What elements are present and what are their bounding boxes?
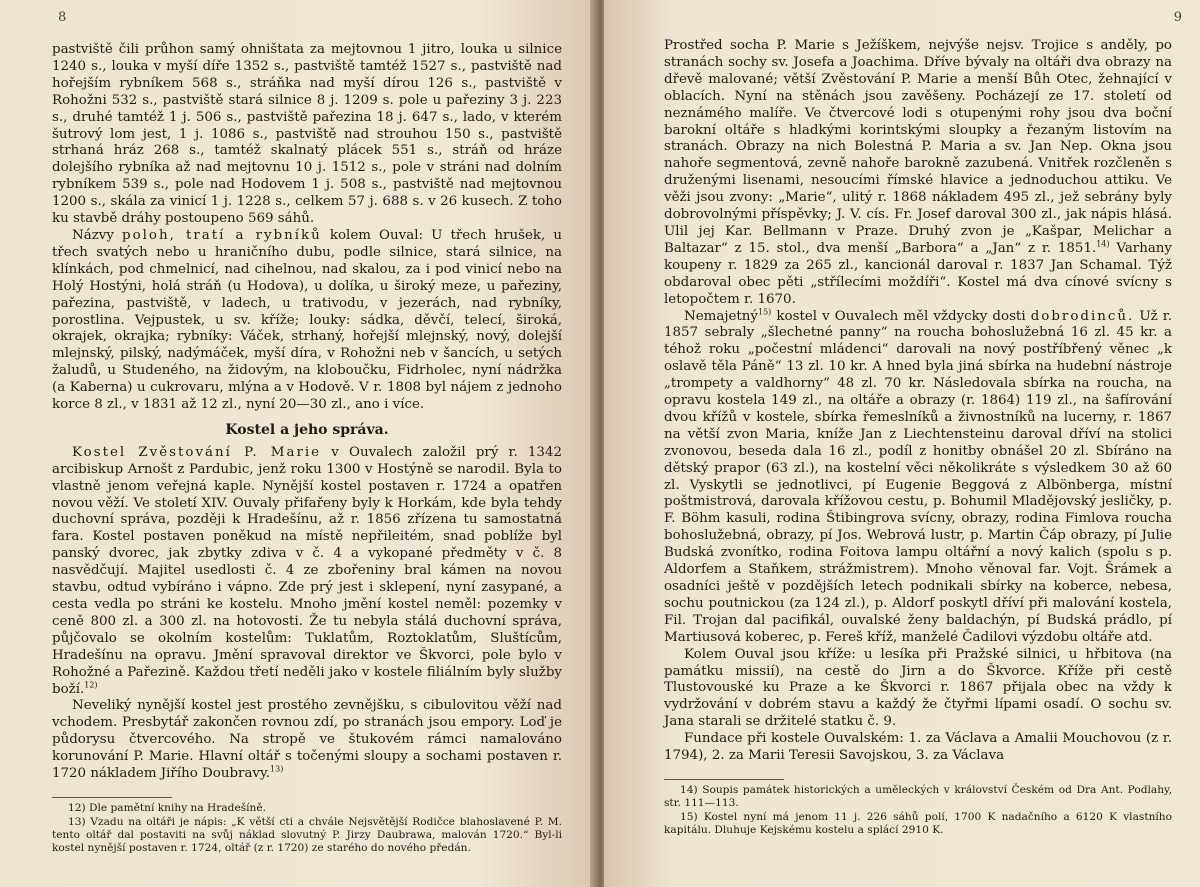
right-page [604, 0, 1200, 887]
footnote-ref: 12) [84, 680, 98, 690]
footnote: 13) Vzadu na oltáři je nápis: „K větší cti a chvále Nejsvětější Rodičce blahoslavené P. M. tento oltář dal postaviti na svůj náklad slovutný P. Jirzy Daubrawa, malován 1720.“ Byl-li kostel nynější postaven r. 1724, oltář (z r. 1720) ze starého do nového předán. [52, 815, 562, 854]
footnote-ref: 14) [1096, 239, 1110, 249]
footnote: 14) Soupis památek historických a uměleckých v království Českém od Dra Ant. Podlahy, str. 111—113. [664, 783, 1172, 809]
paragraph: Názvy poloh, tratí a rybníků kolem Ouval: U třech hrušek, u třech svatých nebo u hraničního dubu, podle silnice, stará silnice, na klínkách, pod chmelnicí, nad cihelnou, nad skalou, za i pod vinicí nebo na Holý Hostýni, holá stráň (u Hodova), u dolíka, u široký meze, u pařeziny, pařezina, pastviště, v ladech, u trativodu, v jezerách, nad rybníky, porostlina. Vejpustek, u sv. kříže; louky: sádka, děvčí, telecí, široká, okrajek, okrajka; rybníky: Váček, strhaný, hořejší mlejnský, nový, dolejší mlejnský, pilský, nadýmáček, myší díra, v Rohožni neb v šancích, u setých žaludů, u Studeného, na židovým, na kloboučku, Fidrholec, nyní nádržka (a Kaberna) u cukrovaru, mlýna a v Hodově. V r. 1808 byl nájem z jednoho korce 8 zl., v 1831 až 12 zl., nyní 20—30 zl., ano i více. [52, 227, 562, 413]
right-body-text [664, 38, 1172, 765]
footnote: 12) Dle pamětní knihy na Hradešíně. [68, 801, 267, 814]
paragraph: Fundace při kostele Ouvalském: 1. za Václava a Amalii Mouchovou (z r. 1794), 2. za Marii Teresii Savojskou, 3. za Václava [664, 731, 1172, 764]
section-heading: Kostel a jeho správa. [225, 421, 389, 438]
footnote-divider [664, 779, 784, 780]
paragraph: Nemajetný$^{15)}$ kostel v Ouvalech měl vždycky dosti dobrodinců. Už r. 1857 sebraly „šlechetné panny“ na roucha bohoslužebná 16 zl. 45 kr. a téhož roku „počestní mládenci“ darovali na nový postříbřený věnec „k oslavě těla Páně“ 13 zl. 10 kr. A hned byla jiná sbírka na hudební nástroje „trompety a valdhorny“ 48 zl. 70 kr. Následovala sbírka na roucha, na opravu kostela 149 zl., na oltáře a obrazy (r. 1864) 119 zl., na šafírování dvou křížů v kostele, sbírka řemeslníků a živnostníků na lucerny, r. 1867 na větší zvon Maria, kníže Jan z Liechtensteinu daroval dříví na stolici zvonovou, beseda dala 16 zl., podíl z honitby obnášel 20 zl. Sbíráno na dětský prapor (63 zl.), na kostelní věci několikráte s výsledkem 30 až 60 zl. Vyskytli se jednotlivci, pí Eugenie Beggová z Albönberga, místní poštmistrová, darovala křížovou cestu, p. Bohumil Mladějovský jesličky, p. F. Böhm kasuli, rodina Štibingrova svícny, obrazy, rodina Fimlova roucha bohoslužebná, obrazy, pí Jos. Webrová lustr, p. Martin Čáp obrazy, pí Julie Budská zvonítko, rodina Foitova lampu oltářní a nový kalich (spolu s p. Aldorfem a Staňkem, strážmistrem). Mnoho věnoval far. Vojt. Šrámek a osadníci ještě v pozdějších letech podnikali sbírky na koberce, nebesa, sochu poutnickou (za 124 zl.), p. Aldorf poskytl dříví při malování kostela, Fil. Trojan dal pacifikál, ouvalské ženy baldachýn, pí Budská prádlo, pí Martiusová koberec, p. Fereš kříž, manželé Čadilovi výzdobu oltáře atd. [664, 307, 1172, 645]
left-footnotes [52, 802, 562, 855]
footnote-ref: 13) [270, 764, 284, 774]
footnote: 15) Kostel nyní má jenom 11 j. 226 sáhů polí, 1700 K nadačního a 6120 K vlastního kapitálu. Dluhuje Kejskému kostelu a splácí 2910 K. [664, 810, 1172, 836]
paragraph: Neveliký nynější kostel jest prostého zevnějšku, s cibulovitou věží nad vchodem. Presbytář zakončen rovnou zdí, po stranách jsou empory. Loď je půdorysu čtvercového. Na stropě ve štukovém rámci namalováno korunování P. Marie. Hlavní oltář s točenými sloupy a sochami postaven r. 1720 nákladem Jiřího Doubravy.$^{13)}$ [52, 698, 562, 782]
paragraph: Kolem Ouval jsou kříže: u lesíka při Pražské silnici, u hřbitova (na památku missií), na cestě do Jirn a do Škvorce. Kříže při cestě Tlustovouské ku Praze a ke Škvorci r. 1867 přijala obec na vždy k vydržování v dobrém stavu a každý že čtyřmi lípami osadí. O sochu sv. Jana starali se držitelé statku č. 9. [664, 646, 1172, 730]
paragraph: pastviště čili průhon samý ohništata za mejtovnou 1 jitro, louka u silnice 1240 s., louka v myší díře 1352 s., pastviště tamtéž 1527 s., pastviště nad hořejším rybníkem 568 s., stráňka nad myší dírou 126 s., pastviště v Rohožni 532 s., pastviště stará silnice 8 j. 1209 s. pole u pařeziny 3 j. 223 s., druhé tamtéž 1 j. 506 s., pastviště pařezina 18 j. 647 s., lado, v kterém šutrový lom jest, 1 j. 1086 s., pastviště nad strouhou 150 s., pastviště strhaná hráz 268 s., tamtéž skalnatý plácek 551 s., stráň od hráze dolejšího rybníka až nad mejtovnu 10 j. 1512 s., pole v stráni nad dolním rybníkem 539 s., pole nad Hodovem 1 j. 508 s., pastviště nad mejtovnou 1200 s., skála za vinicí 1 j. 1228 s., celkem 57 j. 688 s. v 26 kusech. Z toho ku stavbě dráhy postoupeno 569 sáhů. [52, 42, 562, 227]
footnote-divider [52, 797, 172, 798]
left-body-text [52, 42, 562, 783]
page-number: 8 [58, 10, 67, 25]
right-footnotes [664, 784, 1172, 837]
page-number: 9 [1173, 10, 1182, 25]
paragraph: Prostřed socha P. Marie s Ježíškem, nejvýše nejsv. Trojice s anděly, po stranách sochy sv. Josefa a Joachima. Dříve bývaly na oltáři dva obrazy na dřevě malované; větší Zvěstování P. Marie a menší Bůh Otec, žehnající v oblacích. Nyní na stěnách jsou zavěšeny. Pocházejí ze 17. století od neznámého malíře. Ve čtvercové lodi s otupenými rohy jsou dva boční barokní oltáře s hladkými korintskými sloupky a řezaným listovím na stranách. Obrazy na nich Bolestná P. Maria a sv. Jan Nep. Okna jsou nahoře segmentová, zevně nahoře barokně zazubená. Vnitřek rozčleněn s druženými lisenami, nesoucími římské hlavice a jednoduchou attiku. Ve věži jsou zvony: „Marie“, ulitý r. 1868 nákladem 495 zl., jež sebrány byly dobrovolnými příspěvky; J. V. cís. Fr. Josef daroval 300 zl., jak nápis hlásá. Ulil jej Kar. Bellmann v Praze. Druhý zvon je „Kašpar, Melichar a Baltazar“ z 15. stol., dva menší „Barbora“ a „Jan“ z r. 1851.$^{14)}$ Varhany koupeny r. 1829 za 265 zl., kancionál daroval r. 1837 Jan Schamal. Týž obdaroval obec pěti „střílecími moždíři“. Kostel má dva cínové svícny s letopočtem r. 1670. [664, 38, 1172, 307]
footnote-ref: 15) [757, 307, 772, 317]
left-page [0, 0, 596, 887]
paragraph: Kostel Zvěstování P. Marie v Ouvalech založil prý r. 1342 arcibiskup Arnošt z Pardubic, jenž roku 1300 v Hostýně se narodil. Byla to vlastně jenom veřejná kaple. Nynější kostel postaven r. 1724 a opatřen novou věží. Ve století XIV. Ouvaly přifařeny byly k Horkám, kde byla tehdy duchovní správa, později k Hradešínu, až r. 1856 zřízena tu samostatná fara. Kostel postaven poněkud na místě nepřileitém, snad poblíže byl panský dvorec, jak zbytky zdiva v č. 4 a vykopané předměty v č. 8 nasvědčují. Majitel usedlosti č. 4 ze zbořeniny bral kámen na novou stavbu, odtud vybíráno i vápno. Zde prý jest i sklepení, nyní zasypané, a cesta vedla po stráni ke kostelu. Mnoho jmění kostel neměl: pozemky v ceně 800 zl. a 300 zl. na hotovosti. Že tu nebyla stálá duchovní správa, půjčovalo se okolním kostelům: Tuklatům, Roztoklatům, Sluštícům, Hradešínu na opravu. Jmění spravoval direktor ve Škvorci, pole bylo v Rohožné a Pařezině. Každou třetí neděli jako v kostele filiálním byly služby boží.$^{12)}$ [52, 444, 562, 697]
